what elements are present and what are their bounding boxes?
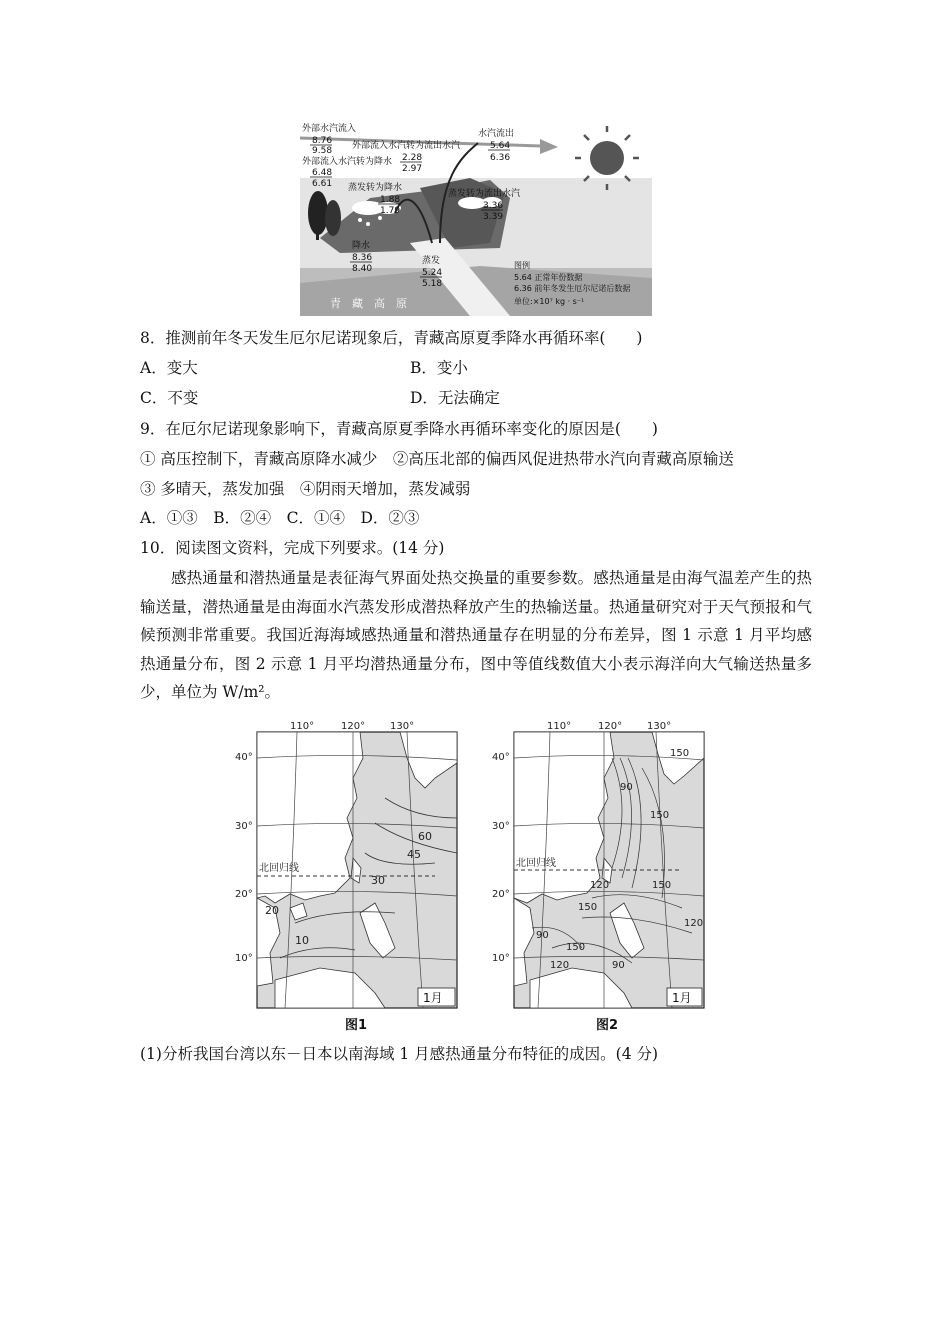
svg-text:30°: 30° (492, 821, 510, 832)
q8-stem: 8．推测前年冬天发生厄尔尼诺现象后，青藏高原夏季降水再循环率( ) (140, 329, 643, 347)
q10-passage: 感热通量和潜热通量是表征海气界面处热交换量的重要参数。感热通量是由海气温差产生的热输送量，潜热通量是由海面水汽蒸发形成潜热释放产生的热输送量。热通量研究对于天气预报和气候预测非常重要。我国近海海域感热通量和潜热通量存在明显的分布差异，图 1 示意 1 月平均感热通量分布，图 2 示意 1 月平均潜热通量分布，图中等值线数值大小表示海洋向大气输送热量多少，单位为 W/m²。 (140, 569, 812, 701)
svg-text:图例: 图例 (514, 261, 530, 270)
label-evap-to-out: 蒸发转为流出水汽 (448, 189, 521, 199)
svg-text:8.36: 8.36 (352, 253, 373, 263)
svg-text:150: 150 (670, 748, 690, 759)
q10-sub1: (1)分析我国台湾以东－日本以南海域 1 月感热通量分布特征的成因。(4 分) (140, 1045, 659, 1063)
svg-text:150: 150 (566, 942, 586, 953)
svg-text:110°: 110° (547, 721, 572, 732)
tropic-label: 北回归线 (259, 863, 299, 874)
month-badge: 1月 (423, 991, 443, 1005)
svg-text:3.39: 3.39 (483, 212, 504, 222)
svg-text:120: 120 (550, 960, 570, 971)
svg-text:40°: 40° (235, 752, 253, 763)
svg-text:2.97: 2.97 (402, 164, 423, 174)
map-fig2 (492, 718, 717, 1033)
svg-text:90: 90 (612, 960, 625, 971)
svg-text:60: 60 (418, 830, 432, 843)
svg-text:150: 150 (578, 902, 598, 913)
svg-text:5.64: 5.64 (490, 141, 511, 151)
q9-statements-12: ① 高压控制下，青藏高原降水减少 ②高压北部的偏西风促进热带水汽向青藏高原输送 (140, 450, 734, 468)
svg-text:1.88: 1.88 (380, 195, 401, 205)
map-fig1 (235, 718, 460, 1033)
svg-text:120: 120 (684, 918, 704, 929)
svg-text:2.28: 2.28 (402, 153, 423, 163)
label-precip: 降水 (352, 241, 371, 251)
plateau-label: 青 藏 高 原 (330, 297, 407, 310)
svg-text:10: 10 (295, 934, 309, 947)
svg-text:5.18: 5.18 (422, 279, 443, 289)
q9-statements-34: ③ 多晴天，蒸发加强 ④阴雨天增加，蒸发减弱 (140, 480, 471, 498)
svg-text:120°: 120° (341, 721, 366, 732)
svg-text:30°: 30° (235, 821, 253, 832)
svg-text:3.36: 3.36 (483, 201, 504, 211)
svg-text:6.36 前年冬发生厄尔尼诺后数据: 6.36 前年冬发生厄尔尼诺后数据 (514, 284, 631, 293)
svg-text:5.64 正常年份数据: 5.64 正常年份数据 (514, 273, 583, 282)
svg-text:20°: 20° (492, 889, 510, 900)
q10-stem: 10．阅读图文资料，完成下列要求。(14 分) (140, 539, 445, 557)
fig1-caption: 图1 (345, 1018, 368, 1033)
svg-text:1.79: 1.79 (380, 206, 401, 216)
svg-text:单位:×10⁷ kg · s⁻¹: 单位:×10⁷ kg · s⁻¹ (514, 297, 585, 306)
q8-option-c[interactable]: C．不变 (140, 389, 199, 407)
svg-text:5.24: 5.24 (422, 268, 443, 278)
q8-option-b[interactable]: B．变小 (410, 359, 468, 377)
svg-text:10°: 10° (235, 953, 253, 964)
svg-text:6.48: 6.48 (312, 168, 333, 178)
svg-text:20°: 20° (235, 889, 253, 900)
svg-text:110°: 110° (290, 721, 315, 732)
svg-text:150: 150 (652, 880, 672, 891)
water-cycle-diagram (300, 118, 652, 316)
q9-choices[interactable]: A．①③ B．②④ C．①④ D．②③ (140, 509, 420, 527)
land-china (257, 732, 363, 903)
svg-text:120°: 120° (598, 721, 623, 732)
svg-text:30: 30 (371, 874, 385, 887)
fig2-caption: 图2 (596, 1018, 619, 1033)
label-evap-to-precip: 蒸发转为降水 (348, 183, 403, 193)
q9-stem: 9．在厄尔尼诺现象影响下，青藏高原夏季降水再循环率变化的原因是( ) (140, 420, 658, 438)
svg-text:6.61: 6.61 (312, 179, 333, 189)
label-ext-vapor-in: 外部水汽流入 (302, 124, 357, 134)
label-vapor-out: 水汽流出 (478, 129, 515, 139)
label-ext-to-outflow: 外部流入水汽转为流出水汽 (352, 141, 461, 151)
svg-text:20: 20 (265, 904, 279, 917)
svg-text:8.40: 8.40 (352, 264, 373, 274)
q8-option-d[interactable]: D．无法确定 (410, 389, 500, 407)
svg-text:45: 45 (407, 848, 421, 861)
svg-text:90: 90 (536, 930, 549, 941)
svg-text:90: 90 (620, 782, 633, 793)
label-ext-to-precip: 外部流入水汽转为降水 (302, 157, 393, 167)
svg-text:130°: 130° (390, 721, 415, 732)
svg-text:130°: 130° (647, 721, 672, 732)
svg-text:150: 150 (650, 810, 670, 821)
svg-text:6.36: 6.36 (490, 153, 511, 163)
svg-text:40°: 40° (492, 752, 510, 763)
svg-text:1月: 1月 (672, 991, 692, 1005)
svg-text:9.58: 9.58 (312, 146, 333, 156)
svg-text:120: 120 (590, 880, 610, 891)
label-evap: 蒸发 (422, 256, 441, 266)
q8-option-a[interactable]: A．变大 (140, 359, 198, 377)
svg-text:8.76: 8.76 (312, 136, 333, 146)
svg-text:10°: 10° (492, 953, 510, 964)
svg-text:北回归线: 北回归线 (516, 858, 556, 869)
